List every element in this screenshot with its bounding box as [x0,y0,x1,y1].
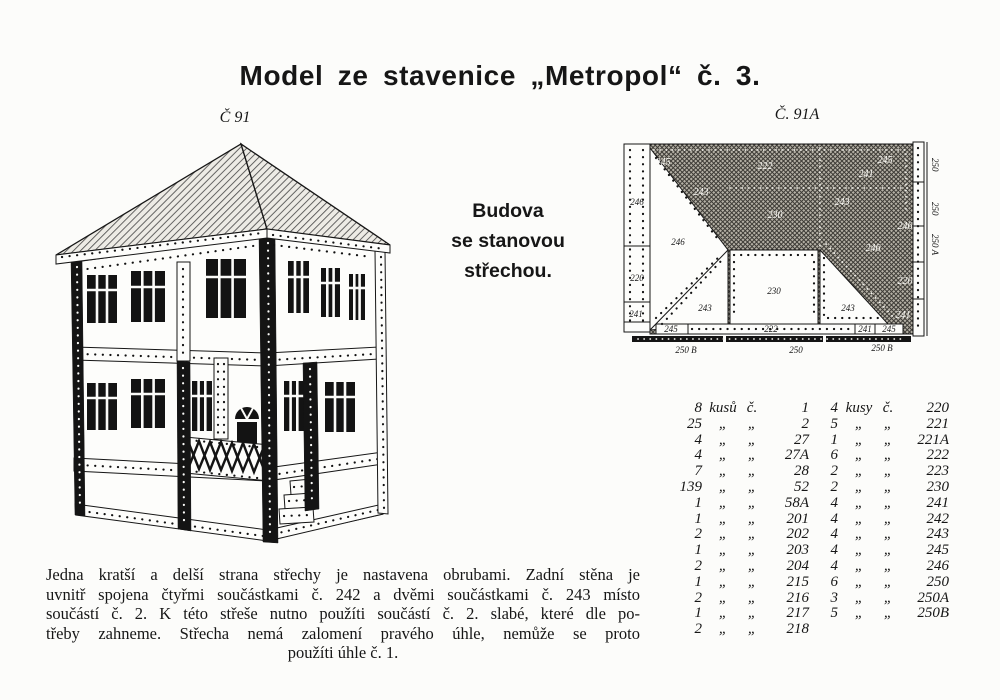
plan-label: 243 [693,187,709,198]
plan-label: 246 [630,197,644,207]
plan-label: 250 [930,202,940,216]
parts-cell-qty: 5 [830,415,838,432]
plan-label: 241 [858,169,874,180]
parts-cell-part: 58A [784,494,809,511]
parts-cell-qty: 4 [830,510,838,527]
parts-cell-qty: 139 [679,478,702,495]
parts-cell-qty: 2 [830,478,838,495]
parts-cell-qty: 4 [830,400,838,416]
parts-cell-m2: č. [882,400,894,416]
plan-label: 230 [767,210,783,221]
house-drawing [38,130,440,560]
subtitle-line: střechou. [464,260,552,282]
parts-cell-m2: „ [883,463,893,480]
parts-cell-m2: „ [883,526,893,543]
parts-cell-m2: „ [883,557,893,574]
parts-cell-m1: „ [854,526,864,543]
parts-cell-part: 201 [786,510,809,527]
roof-plan-caption: Č. 91A [774,106,820,123]
parts-cell-m1: „ [718,605,728,622]
parts-cell-m2: „ [747,621,757,638]
plan-label: 222 [764,324,778,334]
door [237,422,257,444]
parts-cell-qty: 4 [830,542,838,559]
subtitle-line: se stanovou [451,230,565,252]
paragraph-line: součástí č. 2. K této střeše nutno použíti součástí č. 2. slabé, které dle po- [46,604,640,624]
plan-label: 250 [789,345,803,355]
parts-cell-m2: „ [747,510,757,527]
parts-cell-m2: „ [747,463,757,480]
parts-cell-m1: kusů [709,400,737,416]
parts-cell-m2: „ [883,447,893,464]
plan-label: 220 [897,276,913,287]
parts-cell-m1: kusy [845,400,873,416]
parts-cell-m1: „ [718,447,728,464]
plan-label: 241 [858,324,872,334]
parts-cell-part: 230 [926,478,949,495]
description-paragraph [46,565,640,663]
parts-cell-m2: „ [883,510,893,527]
parts-cell-part: 2 [801,415,809,432]
parts-cell-qty: 2 [694,621,702,638]
parts-cell-m1: „ [718,510,728,527]
parts-cell-m1: „ [718,589,728,606]
parts-cell-part: 220 [926,400,949,416]
plan-label: 245 [655,157,671,168]
plan-label: 245 [877,155,893,166]
parts-cell-part: 202 [786,526,809,543]
parts-cell-m1: „ [854,510,864,527]
parts-cell-part: 28 [794,463,809,480]
parts-cell-qty: 4 [830,494,838,511]
parts-cell-qty: 25 [687,415,702,432]
parts-cell-m1: „ [718,621,728,638]
parts-cell-m1: „ [854,447,864,464]
plan-label: 243 [834,197,850,208]
parts-cell-part: 27 [794,431,809,448]
parts-cell-m2: „ [747,431,757,448]
parts-cell-m2: „ [747,542,757,559]
parts-cell-part: 243 [926,526,949,543]
parts-cell-m1: „ [718,573,728,590]
parts-cell-qty: 1 [694,494,702,511]
parts-cell-qty: 2 [694,526,702,543]
parts-cell-m2: „ [883,431,893,448]
parts-cell-m1: „ [854,557,864,574]
parts-cell-part: 223 [926,463,949,480]
parts-cell-qty: 3 [830,589,838,606]
parts-cell-qty: 4 [694,447,702,464]
plan-label: 241 [895,310,911,321]
plan-label: 250 A [930,234,940,256]
parts-cell-m1: „ [854,589,864,606]
parts-cell-m2: č. [746,400,758,416]
parts-cell-m1: „ [718,557,728,574]
parts-cell-m1: „ [718,542,728,559]
paragraph-line: uvnitř spojena čtyřmi součástkami č. 242 a dvěmi součástkami č. 243 místo [46,584,640,604]
parts-list-right-column [812,401,949,622]
parts-cell-m2: „ [747,526,757,543]
parts-cell-m2: „ [747,557,757,574]
left-edge-strip [624,144,650,332]
parts-cell-part: 203 [786,542,809,559]
right-edge-strip [913,142,924,336]
parts-cell-qty: 1 [694,542,702,559]
plan-label: 246 [865,243,881,254]
parts-cell-qty: 8 [694,400,702,416]
parts-cell-part: 27A [784,447,809,464]
parts-cell-m1: „ [718,478,728,495]
roof-plan-diagram [608,134,944,368]
parts-cell-m2: „ [747,573,757,590]
parts-cell-m2: „ [747,605,757,622]
parts-cell-qty: 4 [694,431,702,448]
parts-cell-m1: „ [718,415,728,432]
parts-cell-part: 245 [926,542,949,559]
parts-cell-part: 52 [794,478,809,495]
parts-cell-m2: „ [883,573,893,590]
parts-cell-qty: 1 [694,510,702,527]
plan-label: 250 B [675,345,697,355]
plan-label: 250 [930,158,940,172]
parts-cell-m2: „ [883,494,893,511]
parts-cell-part: 250 [926,573,949,590]
parts-cell-m1: „ [854,463,864,480]
parts-list-left-column [656,401,809,638]
parts-cell-qty: 2 [694,557,702,574]
parts-cell-qty: 4 [830,526,838,543]
plan-label: 245 [664,324,678,334]
parts-cell-qty: 1 [694,573,702,590]
parts-cell-part: 221A [917,431,949,448]
page-title: Model ze stavenice „Metropol“ č. 3. [239,60,761,91]
parts-cell-qty: 1 [694,605,702,622]
plan-label: 243 [698,303,712,313]
plan-label: 246 [897,221,913,232]
parts-cell-part: 1 [801,400,809,416]
parts-cell-m2: „ [747,447,757,464]
figure-subtitle [418,196,598,286]
parts-cell-part: 215 [786,573,809,590]
house-figure-caption: Č 91 [219,109,251,126]
paragraph-line: třeby zahneme. Střecha nemá zalomení pravého úhle, nemůže se proto [46,623,640,643]
parts-cell-m2: „ [883,478,893,495]
parts-cell-qty: 1 [830,431,838,448]
parts-cell-qty: 4 [830,557,838,574]
plan-label: 245 [882,324,896,334]
parts-cell-m1: „ [854,478,864,495]
plan-label: 246 [671,237,685,247]
plan-label: 241 [629,309,643,319]
plan-label: 220 [630,273,644,283]
plan-label: 243 [841,303,855,313]
paragraph-line: použíti úhle č. 1. [287,643,399,663]
parts-cell-part: 216 [786,589,809,606]
paragraph-line: Jedna kratší a delší strana střechy je nastavena obrubami. Zadní stěna je [46,565,640,584]
parts-cell-qty: 7 [694,463,702,480]
parts-cell-part: 221 [926,415,949,432]
plan-label: 222 [757,161,773,172]
parts-cell-m1: „ [718,494,728,511]
parts-cell-qty: 6 [830,447,838,464]
bottom-bars [632,336,911,342]
parts-cell-qty: 2 [830,463,838,480]
parts-cell-m1: „ [854,415,864,432]
parts-cell-m1: „ [854,494,864,511]
plan-label: 230 [767,286,781,296]
parts-cell-m2: „ [883,415,893,432]
parts-cell-m1: „ [718,431,728,448]
parts-cell-m1: „ [718,463,728,480]
parts-cell-part: 250A [917,589,949,606]
parts-cell-qty: 5 [830,605,838,622]
parts-cell-part: 218 [786,621,809,638]
parts-cell-m2: „ [883,589,893,606]
parts-cell-part: 241 [926,494,949,511]
parts-cell-m2: „ [747,415,757,432]
parts-cell-qty: 2 [694,589,702,606]
parts-cell-part: 246 [926,557,949,574]
parts-cell-m2: „ [747,478,757,495]
parts-cell-m1: „ [854,605,864,622]
parts-cell-m1: „ [854,573,864,590]
parts-cell-m1: „ [718,526,728,543]
plan-label: 250 B [871,343,893,353]
parts-cell-m1: „ [854,431,864,448]
parts-cell-m1: „ [854,542,864,559]
parts-cell-part: 204 [786,557,809,574]
parts-cell-part: 217 [786,605,809,622]
parts-cell-m2: „ [883,542,893,559]
parts-cell-m2: „ [747,494,757,511]
parts-cell-part: 222 [926,447,949,464]
subtitle-line: Budova [472,200,544,222]
parts-cell-m2: „ [883,605,893,622]
parts-cell-part: 250B [917,605,949,622]
parts-cell-part: 242 [926,510,949,527]
parts-cell-qty: 6 [830,573,838,590]
parts-cell-m2: „ [747,589,757,606]
